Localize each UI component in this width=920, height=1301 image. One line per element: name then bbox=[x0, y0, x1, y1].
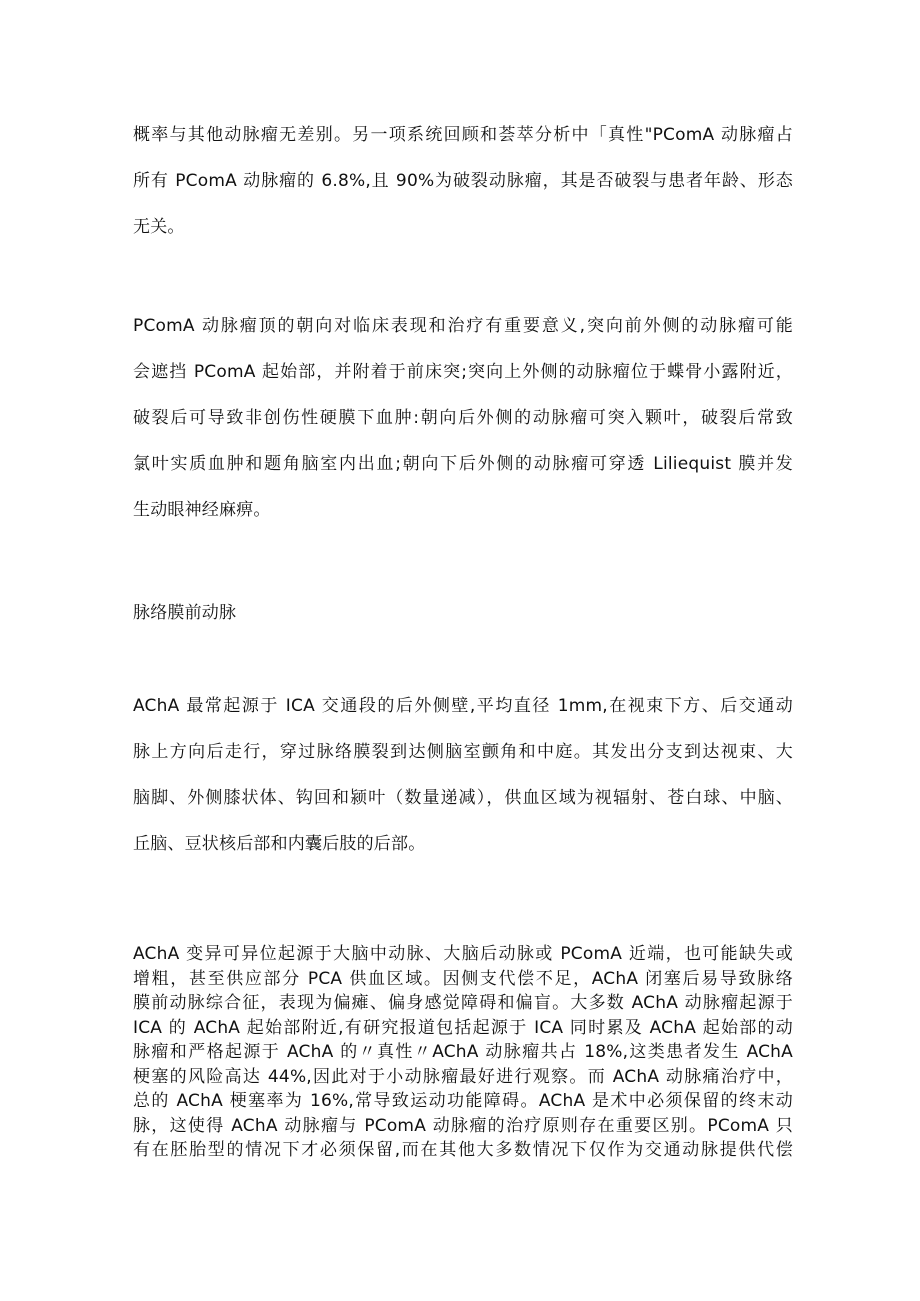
text-line: AChA 最常起源于 ICA 交通段的后外侧壁,平均直径 1mm,在视束下方、后交通动 bbox=[133, 696, 793, 716]
text-line: 丘脑、豆状核后部和内囊后肢的后部。 bbox=[133, 834, 426, 854]
text-line: 脉上方向后走行，穿过脉络膜裂到达侧脑室颤角和中庭。其发出分支到达视束、大 bbox=[133, 742, 793, 762]
text-line: 无关。 bbox=[133, 217, 185, 237]
text-line: PComA 动脉瘤顶的朝向对临床表现和治疗有重要意义,突向前外侧的动脉瘤可能 bbox=[133, 316, 793, 336]
text-line: AChA 变异可异位起源于大脑中动脉、大脑后动脉或 PComA 近端，也可能缺失或 bbox=[133, 944, 793, 964]
text-line: 破裂后可导致非创伤性硬膜下血肿:朝向后外侧的动脉瘤可突入颗叶，破裂后常致 bbox=[133, 408, 793, 428]
text-line: ICA 的 AChA 起始部附近,有研究报道包括起源于 ICA 同时累及 AChA 起始部的动 bbox=[133, 1017, 793, 1038]
text-line: 增粗，甚至供应部分 PCA 供血区域。因侧支代偿不足，AChA 闭塞后易导致脉络 bbox=[133, 968, 793, 989]
text-line: 脉，这使得 AChA 动脉瘤与 PComA 动脉瘤的治疗原则存在重要区别。PComA 只 bbox=[133, 1115, 793, 1136]
text-line: 生动眼神经麻痹。 bbox=[133, 500, 271, 520]
text-line: 会遮挡 PComA 起始部，并附着于前床突;突向上外侧的动脉瘤位于蝶骨小露附近， bbox=[133, 362, 793, 382]
text-line: 总的 AChA 梗塞率为 16%,常导致运动功能障碍。AChA 是术中必须保留的终末动 bbox=[133, 1091, 793, 1111]
text-line: 膜前动脉综合征，表现为偏瘫、偏身感觉障碍和偏盲。大多数 AChA 动脉瘤起源于 bbox=[133, 993, 793, 1013]
text-line: 概率与其他动脉瘤无差别。另一项系统回顾和荟萃分析中「真性"PComA 动脉瘤占 bbox=[133, 125, 793, 145]
text-line: 脑脚、外侧膝状体、钩回和颍叶（数量递减），供血区域为视辐射、苍白球、中脑、 bbox=[133, 788, 793, 808]
section-heading-text: 脉络膜前动脉 bbox=[133, 603, 237, 623]
paragraph-pcoma-orientation bbox=[133, 303, 793, 533]
text-line: 梗塞的风险高达 44%,因此对于小动脉瘤最好进行观察。而 AChA 动脉痛治疗中， bbox=[133, 1066, 793, 1087]
text-line: 有在胚胎型的情况下才必须保留,而在其他大多数情况下仅作为交通动脉提供代偿 bbox=[133, 1140, 793, 1160]
paragraph-acha-anatomy bbox=[133, 683, 793, 867]
text-line: 氯叶实质血肿和题角脑室内出血;朝向下后外侧的动脉瘤可穿透 Liliequist 膜并发 bbox=[133, 454, 793, 474]
paragraph-pcoma-incidence bbox=[133, 112, 793, 250]
text-line: 所有 PComA 动脉瘤的 6.8%,且 90%为破裂动脉瘤，其是否破裂与患者年龄、形态 bbox=[133, 171, 793, 191]
paragraph-acha-variants bbox=[133, 942, 793, 1163]
section-heading-acha bbox=[133, 590, 793, 636]
text-line: 脉瘤和严格起源于 AChA 的〃真性〃AChA 动脉瘤共占 18%,这类患者发生 AChA bbox=[133, 1042, 793, 1062]
